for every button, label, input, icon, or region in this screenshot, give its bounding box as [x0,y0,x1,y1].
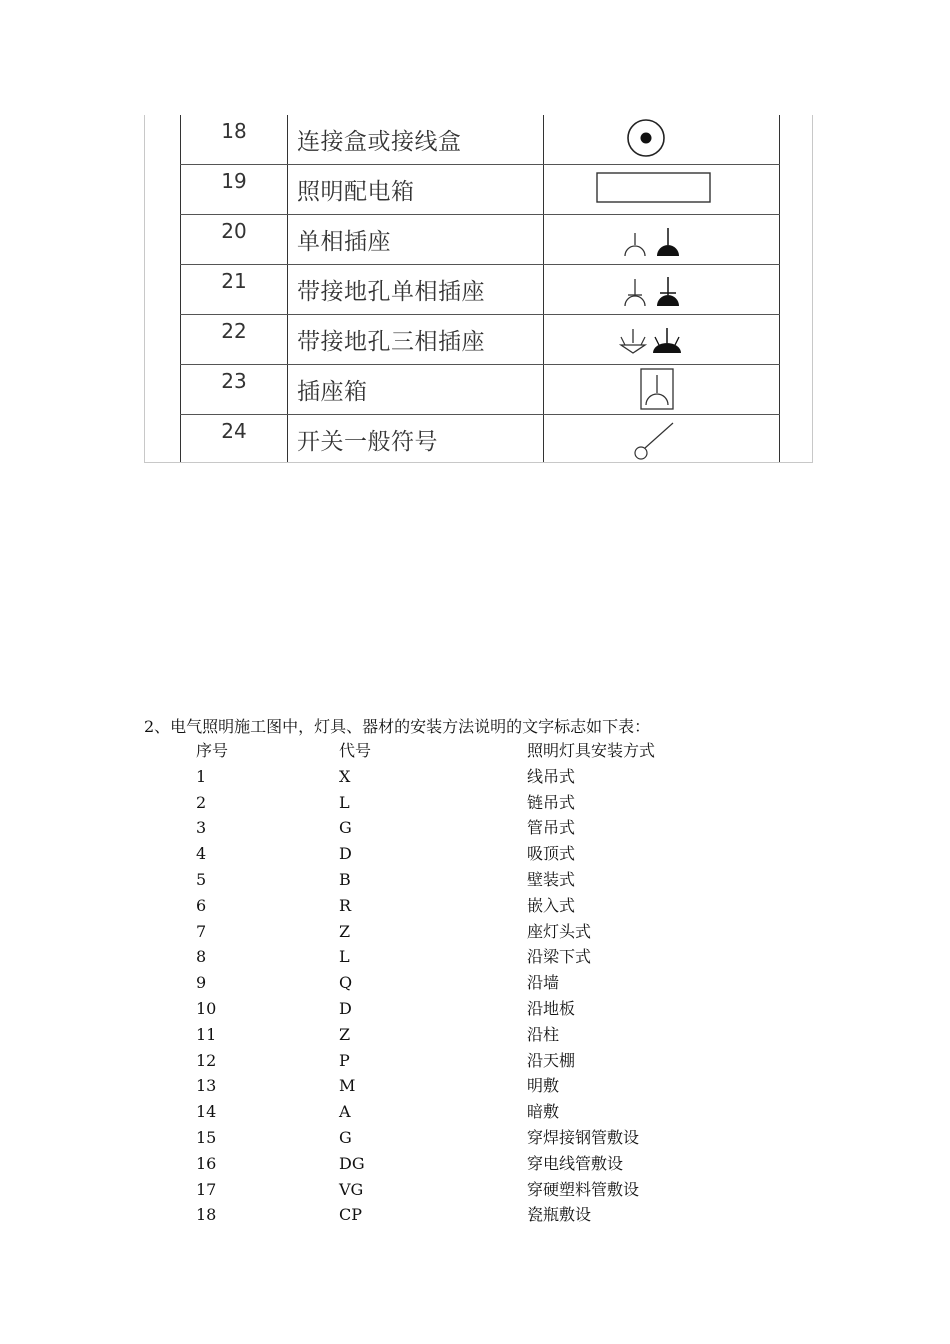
item-method: 瓷瓶敷设 [527,1205,592,1225]
item-code: D [339,998,352,1018]
list-item [196,1202,756,1228]
single-phase-socket-icon [545,215,780,265]
item-method: 链吊式 [527,792,576,812]
item-number: 9 [196,973,207,993]
row-name: 单相插座 [297,229,391,255]
item-method: 暗敷 [527,1102,560,1122]
item-code: R [339,895,352,915]
table-row [145,165,812,215]
row-name: 带接地孔单相插座 [297,279,485,305]
table-row [145,215,812,265]
row-number: 23 [221,369,247,393]
socket-box-icon [545,365,780,415]
item-method: 明敷 [527,1076,560,1096]
item-number: 10 [196,998,217,1018]
item-method: 沿地板 [527,998,576,1018]
item-method: 沿墙 [527,973,560,993]
list-item [196,815,756,841]
item-number: 1 [196,766,207,786]
list-item [196,996,756,1022]
list-item [196,970,756,996]
switch-icon [545,415,780,465]
table-row [145,415,812,465]
item-number: 2 [196,792,207,812]
item-number: 14 [196,1102,217,1122]
row-number: 20 [221,219,247,243]
row-number: 24 [221,419,247,443]
list-item [196,1151,756,1177]
item-number: 4 [196,844,207,864]
item-code: M [339,1076,356,1096]
row-number: 18 [221,119,247,143]
item-number: 3 [196,818,207,838]
list-item [196,841,756,867]
item-method: 沿天棚 [527,1050,576,1070]
item-method: 嵌入式 [527,895,576,915]
item-code: X [339,766,351,786]
item-code: L [339,792,350,812]
list-item [196,1048,756,1074]
row-name: 照明配电箱 [297,179,415,205]
list-item [196,1099,756,1125]
table-row [145,365,812,415]
row-number: 19 [221,169,247,193]
item-code: CP [339,1205,363,1225]
list-item [196,1022,756,1048]
row-number: 21 [221,269,247,293]
list-item [196,790,756,816]
item-code: Q [339,973,353,993]
item-number: 5 [196,869,207,889]
item-method: 穿焊接钢管敷设 [527,1127,640,1147]
item-number: 13 [196,1076,217,1096]
header-method: 照明灯具安装方式 [527,741,656,760]
list-item [196,764,756,790]
row-name: 连接盒或接线盒 [297,129,462,155]
section-intro: 2、电气照明施工图中，灯具、器材的安装方法说明的文字标志如下表： [144,717,651,736]
item-code: VG [339,1179,364,1199]
table-row [145,265,812,315]
item-method: 吸顶式 [527,844,576,864]
item-code: L [339,947,350,967]
list-item [196,867,756,893]
item-number: 15 [196,1127,217,1147]
item-number: 17 [196,1179,217,1199]
item-code: G [339,1127,352,1147]
item-number: 8 [196,947,207,967]
list-item [196,893,756,919]
header-number: 序号 [196,741,229,760]
item-method: 沿梁下式 [527,947,592,967]
item-code: Z [339,921,351,941]
item-number: 7 [196,921,207,941]
list-item [196,1073,756,1099]
item-code: D [339,844,352,864]
list-item [196,919,756,945]
item-number: 12 [196,1050,217,1070]
row-number: 22 [221,319,247,343]
list-header [196,738,756,764]
row-name: 带接地孔三相插座 [297,329,485,355]
item-method: 壁装式 [527,869,576,889]
row-name: 插座箱 [297,379,368,405]
item-method: 穿电线管敷设 [527,1153,624,1173]
header-code: 代号 [339,741,372,760]
row-name: 开关一般符号 [297,429,438,455]
item-number: 18 [196,1205,217,1225]
item-code: A [339,1102,351,1122]
list-item [196,1177,756,1203]
item-number: 6 [196,895,207,915]
item-code: Z [339,1024,351,1044]
install-method-list [196,738,756,1228]
grounded-single-phase-socket-icon [545,265,780,315]
item-method: 座灯头式 [527,921,592,941]
item-code: G [339,818,352,838]
junction-box-icon [545,115,780,165]
list-item [196,944,756,970]
table-row [145,115,812,165]
symbol-table [144,115,813,463]
item-number: 16 [196,1153,217,1173]
item-number: 11 [196,1024,217,1044]
item-method: 线吊式 [527,766,576,786]
lighting-panel-icon [545,165,780,215]
item-code: P [339,1050,350,1070]
item-code: B [339,869,351,889]
item-method: 沿柱 [527,1024,560,1044]
grounded-three-phase-socket-icon [545,315,780,365]
item-method: 管吊式 [527,818,576,838]
list-item [196,1125,756,1151]
item-code: DG [339,1153,365,1173]
table-row [145,315,812,365]
item-method: 穿硬塑料管敷设 [527,1179,640,1199]
